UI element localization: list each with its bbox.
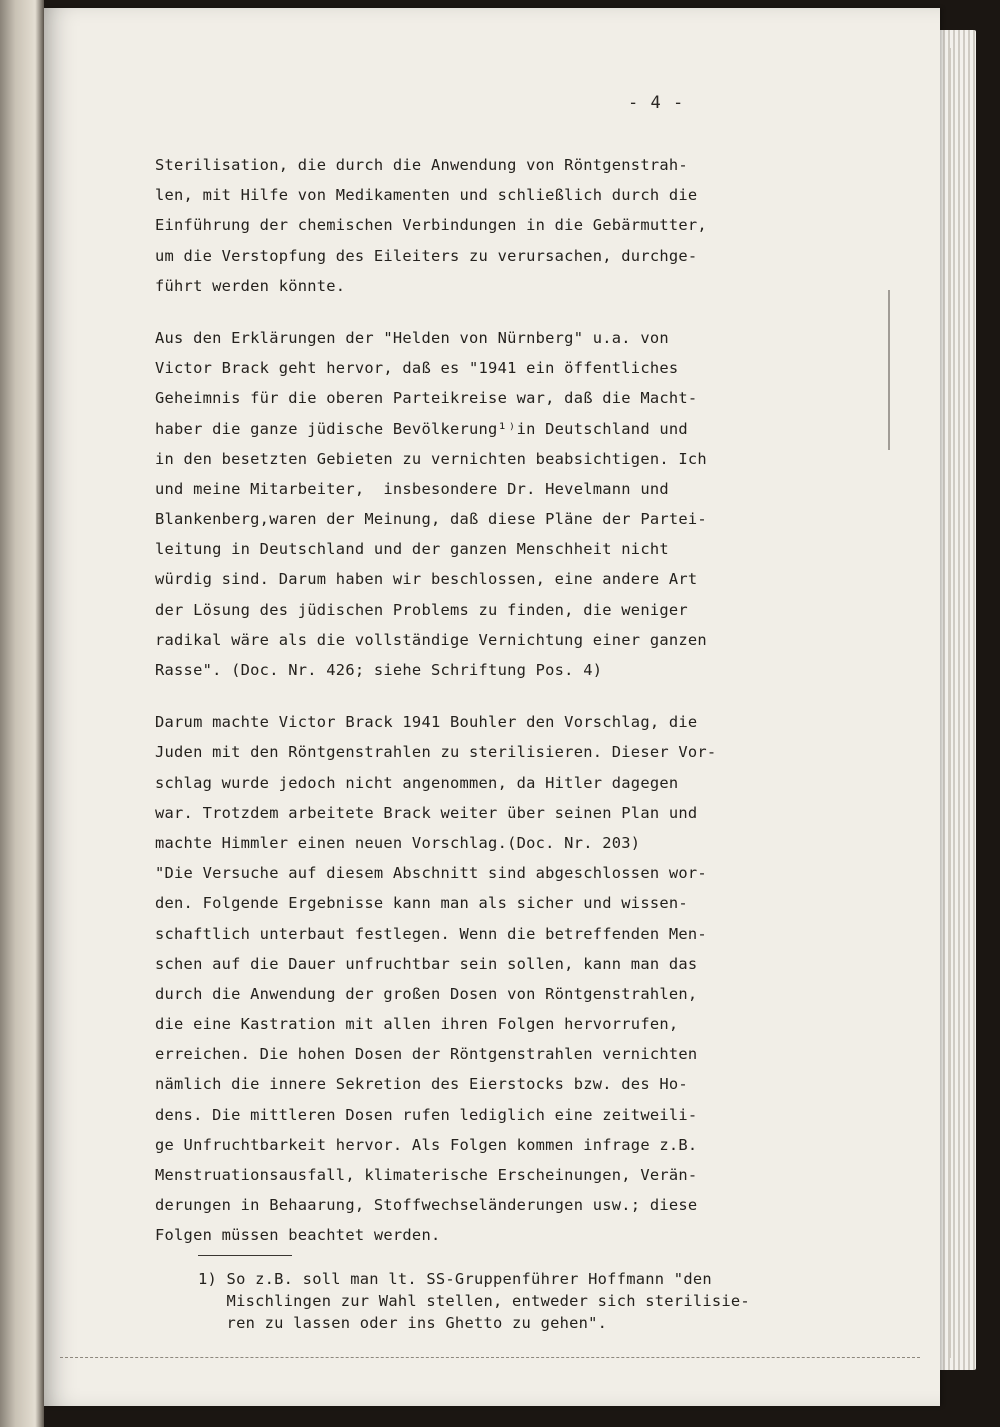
text-line: ge Unfruchtbarkeit hervor. Als Folgen kommen infrage z.B. bbox=[155, 1135, 698, 1154]
page-number: - 4 - bbox=[628, 93, 685, 113]
text-line: schlag wurde jedoch nicht angenommen, da Hitler dagegen bbox=[155, 773, 679, 792]
text-line: haber die ganze jüdische Bevölkerung¹⁾in Deutschland und bbox=[155, 419, 688, 438]
footnote-line: Mischlingen zur Wahl stellen, entweder sich sterilisie- bbox=[198, 1292, 750, 1310]
margin-mark bbox=[888, 290, 890, 450]
text-line: schen auf die Dauer unfruchtbar sein sollen, kann man das bbox=[155, 954, 698, 973]
text-line: machte Himmler einen neuen Vorschlag.(Doc. Nr. 203) bbox=[155, 833, 641, 852]
text-line: Blankenberg,waren der Meinung, daß diese Pläne der Partei- bbox=[155, 510, 707, 529]
text-line: die eine Kastration mit allen ihren Folgen hervorrufen, bbox=[155, 1015, 679, 1034]
footnote bbox=[198, 1268, 898, 1334]
text-line: Menstruationsausfall, klimaterische Erscheinungen, Verän- bbox=[155, 1166, 698, 1184]
text-line: derungen in Behaarung, Stoffwechseländerungen usw.; diese bbox=[155, 1196, 698, 1215]
text-line: den. Folgende Ergebnisse kann man als sicher und wissen- bbox=[155, 894, 688, 913]
text-line: um die Verstopfung des Eileiters zu verursachen, durchge- bbox=[155, 246, 698, 265]
paragraph-1 bbox=[155, 150, 885, 301]
text-line: Aus den Erklärungen der "Helden von Nürnberg" u.a. von bbox=[155, 328, 669, 347]
text-line: nämlich die innere Sekretion des Eierstocks bzw. des Ho- bbox=[155, 1075, 688, 1094]
body-text bbox=[155, 150, 885, 1251]
text-line: Folgen müssen beachtet werden. bbox=[155, 1226, 441, 1245]
text-line: leitung in Deutschland und der ganzen Menschheit nicht bbox=[155, 540, 669, 559]
text-line: in den besetzten Gebieten zu vernichten beabsichtigen. Ich bbox=[155, 449, 707, 468]
text-line: erreichen. Die hohen Dosen der Röntgenstrahlen vernichten bbox=[155, 1045, 698, 1064]
text-line: Juden mit den Röntgenstrahlen zu sterilisieren. Dieser Vor- bbox=[155, 743, 717, 762]
text-line: len, mit Hilfe von Medikamenten und schließlich durch die bbox=[155, 186, 698, 205]
text-line: durch die Anwendung der großen Dosen von Röntgenstrahlen, bbox=[155, 984, 698, 1003]
text-line: Sterilisation, die durch die Anwendung von Röntgenstrah- bbox=[155, 156, 688, 174]
text-line: Victor Brack geht hervor, daß es "1941 ein öffentliches bbox=[155, 359, 679, 378]
page-bottom-line bbox=[60, 1357, 920, 1359]
text-line: war. Trotzdem arbeitete Brack weiter über seinen Plan und bbox=[155, 803, 698, 822]
text-line: schaftlich unterbaut festlegen. Wenn die betreffenden Men- bbox=[155, 924, 707, 943]
adjacent-page-edge bbox=[0, 0, 44, 1427]
page-edge-line bbox=[949, 48, 951, 1358]
text-line: "Die Versuche auf diesem Abschnitt sind abgeschlossen wor- bbox=[155, 864, 707, 883]
text-line: Rasse". (Doc. Nr. 426; siehe Schriftung Pos. 4) bbox=[155, 661, 603, 679]
footnote-line: ren zu lassen oder ins Ghetto zu gehen". bbox=[198, 1314, 608, 1332]
paragraph-gap bbox=[155, 685, 885, 707]
text-line: radikal wäre als die vollständige Vernichtung einer ganzen bbox=[155, 630, 707, 649]
text-line: Einführung der chemischen Verbindungen in die Gebärmutter, bbox=[155, 216, 707, 235]
paragraph-2 bbox=[155, 323, 885, 685]
text-line: dens. Die mittleren Dosen rufen lediglich eine zeitweili- bbox=[155, 1105, 698, 1124]
paragraph-3 bbox=[155, 707, 885, 1250]
text-line: würdig sind. Darum haben wir beschlossen, eine andere Art bbox=[155, 570, 698, 589]
text-line: der Lösung des jüdischen Problems zu finden, die weniger bbox=[155, 600, 688, 619]
text-line: und meine Mitarbeiter, insbesondere Dr. Hevelmann und bbox=[155, 479, 669, 498]
paragraph-gap bbox=[155, 301, 885, 323]
footnote-separator bbox=[198, 1255, 292, 1256]
text-line: Geheimnis für die oberen Parteikreise war, daß die Macht- bbox=[155, 389, 698, 408]
text-line: Darum machte Victor Brack 1941 Bouhler den Vorschlag, die bbox=[155, 713, 698, 732]
footnote-line: 1) So z.B. soll man lt. SS-Gruppenführer Hoffmann "den bbox=[198, 1270, 712, 1288]
text-line: führt werden könnte. bbox=[155, 276, 346, 295]
